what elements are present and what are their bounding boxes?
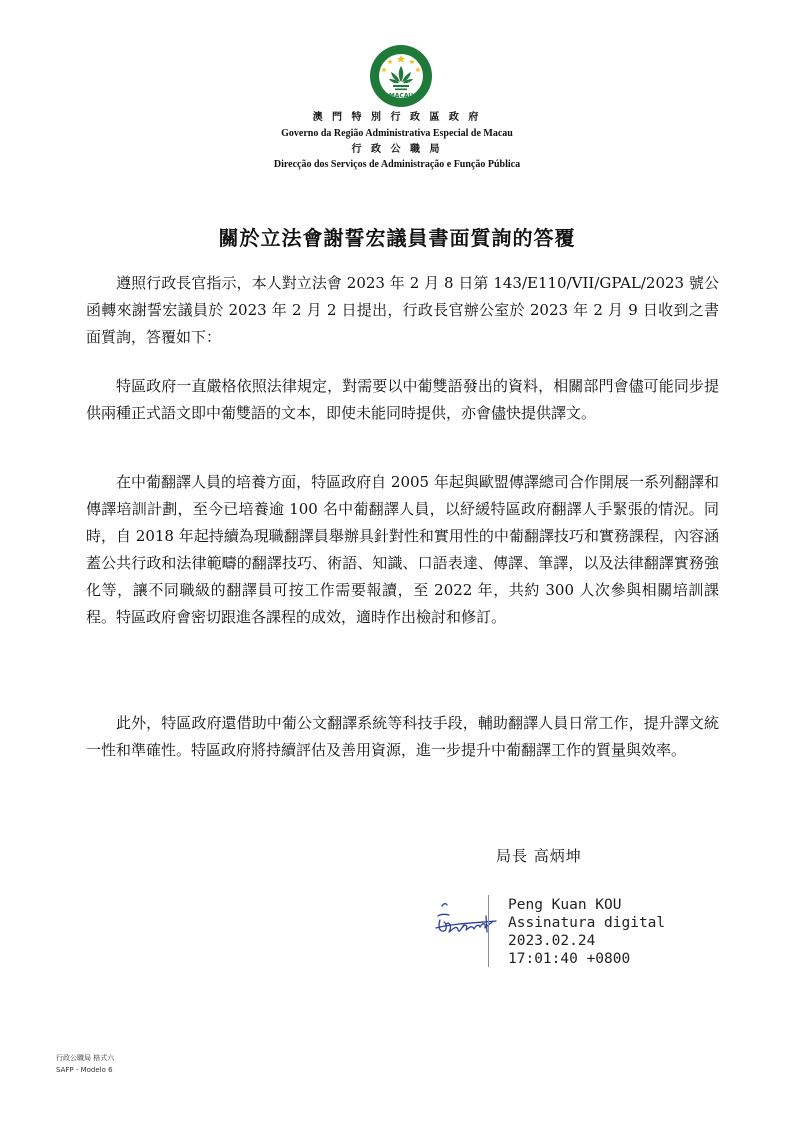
digital-signature-time: 17:01:40 +0800 [508,951,631,967]
header-gov-zh: 澳 門 特 別 行 政 區 政 府 [312,112,482,123]
footer-form-zh: 行政公職局 格式六 [56,1054,115,1062]
document-title: 關於立法會謝誓宏議員書面質詢的答覆 [218,226,576,250]
handwritten-signature [432,894,502,954]
digital-signature-date: 2023.02.24 [508,933,596,949]
paragraph-bilingual: 特區政府一直嚴格依照法律規定，對需要以中葡雙語發出的資料，相關部門會儘可能同步提供兩種正式語文即中葡雙語的文本，即使未能同時提供，亦會儘快提供譯文。 [86,377,719,422]
signer-title: 局長 高炳坤 [496,847,582,865]
macau-emblem [369,44,433,108]
signature-divider [488,895,489,967]
digital-signature-name: Peng Kuan KOU [508,897,622,913]
footer-form-pt: SAFP - Modelo 6 [56,1066,113,1074]
paragraph-training: 在中葡翻譯人員的培養方面，特區政府自 2005 年起與歐盟傳譯總司合作開展一系列翻譯和傳譯培訓計劃，至今已培養逾 100 名中葡翻譯人員，以紓緩特區政府翻譯人手緊張的情況。同時，自 2018 年起持續為現職翻譯員舉辦具針對性和實用性的中葡翻譯技巧和實務課程，內容涵蓋公共行政和法律範疇的翻譯技巧、術語、知識、口語表達、傳譯、筆譯，以及法律翻譯實務強化等，讓不同職級的翻譯員可按工作需要報讀，至 2022 年，共約 300 人次參與相關培訓課程。特區政府會密切跟進各課程的成效，適時作出檢討和修訂。 [86,473,719,626]
form-footer [56,1052,114,1076]
header-gov-pt: Governo da Região Administrativa Especial de Macau [281,128,513,139]
digital-signature-label: Assinatura digital [508,915,666,931]
digital-signature-block [508,896,665,968]
paragraph-intro: 遵照行政長官指示，本人對立法會 2023 年 2 月 8 日第 143/E110/VII/GPAL/2023 號公函轉來謝誓宏議員於 2023 年 2 月 2 日提出，行政長官辦公室於 2023 年 2 月 9 日收到之書面質詢，答覆如下： [86,274,719,346]
paragraph-technology: 此外，特區政府還借助中葡公文翻譯系統等科技手段，輔助翻譯人員日常工作，提升譯文統一性和準確性。特區政府將持續評估及善用資源，進一步提升中葡翻譯工作的質量與效率。 [86,714,719,759]
header-dept-pt: Direcção dos Serviços de Administração e Função Pública [273,159,521,170]
header-dept-zh: 行 政 公 職 局 [351,144,443,155]
emblem-text: MACAU [388,92,414,100]
